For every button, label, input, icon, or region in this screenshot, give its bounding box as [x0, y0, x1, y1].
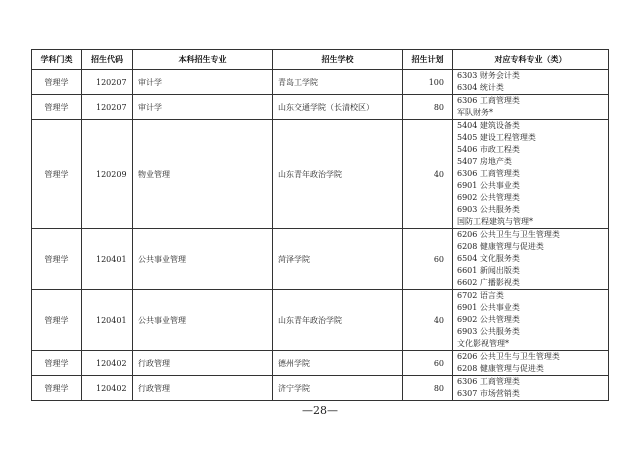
table-row	[32, 376, 609, 401]
table-row	[32, 290, 609, 351]
table-row	[32, 229, 609, 290]
cell-code: 120207	[82, 70, 133, 95]
cell-category: 管理学	[32, 290, 82, 351]
related-major-item: 6208 健康管理与促进类	[457, 364, 544, 373]
related-major-item: 6901 公共事业类	[457, 303, 520, 312]
related-major-item: 6504 文化服务类	[457, 254, 520, 263]
cell-school: 青岛工学院	[273, 70, 403, 95]
related-major-item: 5406 市政工程类	[457, 145, 520, 154]
cell-school: 山东交通学院（长清校区）	[273, 95, 403, 120]
table-body	[32, 70, 609, 401]
cell-related-majors	[453, 95, 609, 120]
cell-major: 公共事业管理	[133, 229, 273, 290]
related-major-item: 6206 公共卫生与卫生管理类	[457, 352, 560, 361]
cell-major: 公共事业管理	[133, 290, 273, 351]
related-major-item: 6306 工商管理类	[457, 377, 520, 386]
cell-plan: 80	[403, 95, 453, 120]
table-row	[32, 120, 609, 229]
header-code: 招生代码	[82, 50, 133, 70]
table-row	[32, 351, 609, 376]
related-major-item: 6304 统计类	[457, 83, 504, 92]
cell-code: 120402	[82, 376, 133, 401]
cell-code: 120207	[82, 95, 133, 120]
related-major-item: 6306 工商管理类	[457, 169, 520, 178]
cell-major: 审计学	[133, 95, 273, 120]
related-major-item: 6208 健康管理与促进类	[457, 242, 544, 251]
cell-major: 审计学	[133, 70, 273, 95]
table-header-row	[32, 50, 609, 70]
header-category: 学科门类	[32, 50, 82, 70]
cell-plan: 40	[403, 290, 453, 351]
cell-code: 120209	[82, 120, 133, 229]
cell-school: 德州学院	[273, 351, 403, 376]
table-row	[32, 95, 609, 120]
cell-plan: 60	[403, 229, 453, 290]
cell-plan: 100	[403, 70, 453, 95]
related-major-item: 6903 公共服务类	[457, 327, 520, 336]
cell-school: 济宁学院	[273, 376, 403, 401]
related-major-item: 6902 公共管理类	[457, 315, 520, 324]
cell-related-majors	[453, 351, 609, 376]
cell-major: 物业管理	[133, 120, 273, 229]
related-major-item: 6602 广播影视类	[457, 278, 520, 287]
cell-related-majors	[453, 376, 609, 401]
cell-related-majors	[453, 70, 609, 95]
related-major-item: 5404 建筑设备类	[457, 121, 520, 130]
enrollment-table	[31, 49, 609, 401]
related-major-item: 6306 工商管理类	[457, 96, 520, 105]
table-row	[32, 70, 609, 95]
cell-plan: 40	[403, 120, 453, 229]
cell-plan: 60	[403, 351, 453, 376]
cell-code: 120401	[82, 229, 133, 290]
cell-school: 菏泽学院	[273, 229, 403, 290]
cell-related-majors	[453, 229, 609, 290]
related-major-item: 6303 财务会计类	[457, 71, 520, 80]
header-school: 招生学校	[273, 50, 403, 70]
related-major-item: 国防工程建筑与管理*	[457, 217, 533, 226]
cell-category: 管理学	[32, 376, 82, 401]
related-major-item: 6902 公共管理类	[457, 193, 520, 202]
related-major-item: 6702 语言类	[457, 291, 504, 300]
cell-major: 行政管理	[133, 351, 273, 376]
cell-related-majors	[453, 290, 609, 351]
related-major-item: 文化影视管理*	[457, 339, 509, 348]
cell-related-majors	[453, 120, 609, 229]
related-major-item: 5405 建设工程管理类	[457, 133, 536, 142]
cell-category: 管理学	[32, 229, 82, 290]
related-major-item: 6901 公共事业类	[457, 181, 520, 190]
related-major-item: 6307 市场营销类	[457, 389, 520, 398]
related-major-item: 6903 公共服务类	[457, 205, 520, 214]
header-related-majors: 对应专科专业（类）	[453, 50, 609, 70]
cell-category: 管理学	[32, 351, 82, 376]
header-plan: 招生计划	[403, 50, 453, 70]
cell-plan: 80	[403, 376, 453, 401]
cell-code: 120402	[82, 351, 133, 376]
cell-category: 管理学	[32, 70, 82, 95]
related-major-item: 6601 新闻出版类	[457, 266, 520, 275]
cell-school: 山东青年政治学院	[273, 120, 403, 229]
cell-school: 山东青年政治学院	[273, 290, 403, 351]
related-major-item: 5407 房地产类	[457, 157, 512, 166]
cell-category: 管理学	[32, 120, 82, 229]
header-major: 本科招生专业	[133, 50, 273, 70]
related-major-item: 6206 公共卫生与卫生管理类	[457, 230, 560, 239]
cell-code: 120401	[82, 290, 133, 351]
cell-category: 管理学	[32, 95, 82, 120]
cell-major: 行政管理	[133, 376, 273, 401]
page-number: —28—	[302, 404, 338, 417]
related-major-item: 军队财务*	[457, 108, 493, 117]
